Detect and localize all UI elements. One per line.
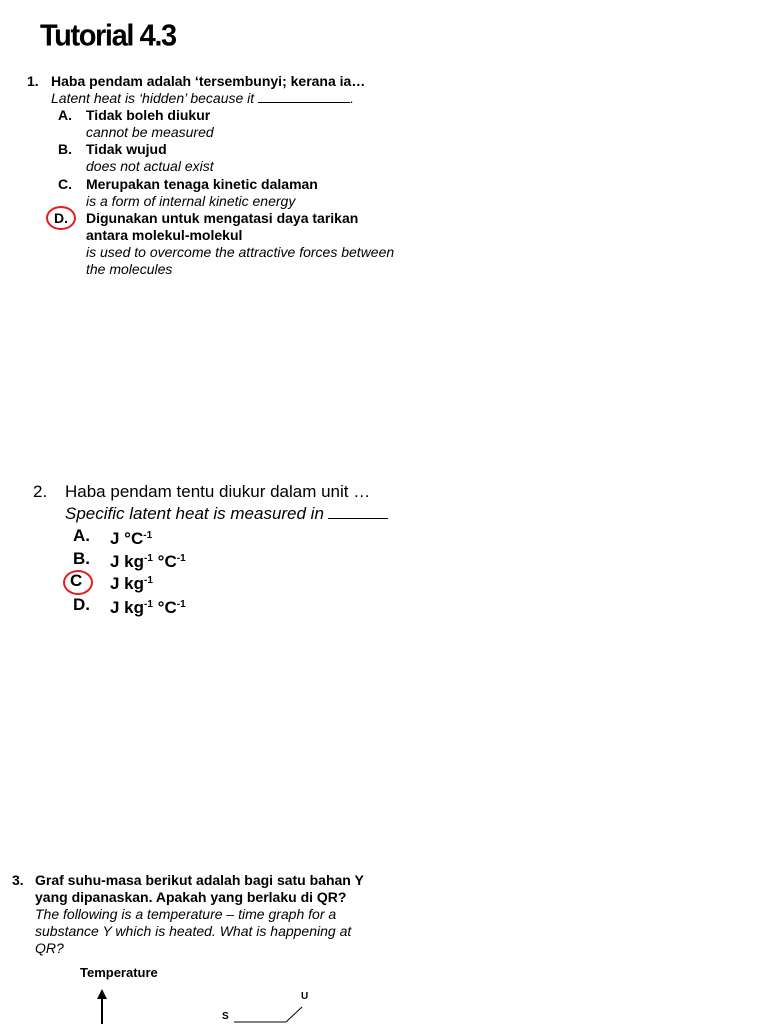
option-b-malay: Tidak wujud <box>86 141 167 157</box>
option-c-english: is a form of internal kinetic energy <box>86 193 296 209</box>
question-number: 3. <box>12 872 24 888</box>
option-d-malay-line2: antara molekul-molekul <box>86 227 243 243</box>
question-stem-english: Latent heat is ‘hidden’ because it . <box>51 90 355 106</box>
option-c-unit: J $kg^{-1}$ <box>110 574 153 593</box>
question-stem-english-line2: substance Y which is heated. What is happening at <box>35 923 352 939</box>
option-d-letter: D. <box>54 210 68 226</box>
option-d-malay: Digunakan untuk mengatasi daya tarikan <box>86 210 359 226</box>
option-d-english: is used to overcome the attractive forces between <box>86 244 395 260</box>
option-b-english: does not actual exist <box>86 158 214 174</box>
question-stem-english-line3: QR? <box>35 940 64 956</box>
question-stem-malay: Haba pendam tentu diukur dalam unit … <box>65 482 371 501</box>
question-stem-malay: Haba pendam adalah ‘tersembunyi; kerana ia… <box>51 73 366 89</box>
page-title: Tutorial 4.3 <box>40 19 176 53</box>
graph-point-u: U <box>301 991 309 1002</box>
option-b-letter: B. <box>73 549 90 568</box>
option-b-unit: J $kg^{-1}$ $^\circ C^{-1}$ <box>110 552 186 571</box>
option-c-letter: C <box>70 571 83 590</box>
graph-ylabel: Temperature <box>80 965 158 980</box>
option-c-letter: C. <box>58 176 72 192</box>
option-d-unit: J $kg^{-1}$ $^\circ C^{-1}$ <box>110 598 186 617</box>
graph-point-s: S <box>222 1011 229 1022</box>
answer-blank <box>258 102 350 103</box>
question-number: 2. <box>33 482 48 501</box>
option-a-unit: J $^\circ C^{-1}$ <box>110 529 153 548</box>
option-a-malay: Tidak boleh diukur <box>86 107 211 123</box>
question-stem-english: The following is a temperature – time graph for a <box>35 906 337 922</box>
question-stem-malay: Graf suhu-masa berikut adalah bagi satu bahan Y <box>35 872 364 888</box>
option-d-english-line2: the molecules <box>86 261 173 277</box>
question-stem-english: Specific latent heat is measured in <box>65 503 388 525</box>
answer-blank <box>328 518 388 519</box>
question-number: 1. <box>27 73 39 89</box>
option-b-letter: B. <box>58 141 72 157</box>
question-stem-malay-line2: yang dipanaskan. Apakah yang berlaku di QR? <box>35 889 347 905</box>
option-c-malay: Merupakan tenaga kinetic dalaman <box>86 176 318 192</box>
option-d-letter: D. <box>73 595 90 614</box>
temperature-time-graph <box>0 985 400 1024</box>
option-a-english: cannot be measured <box>86 124 214 140</box>
option-a-letter: A. <box>73 526 90 545</box>
option-a-letter: A. <box>58 107 72 123</box>
